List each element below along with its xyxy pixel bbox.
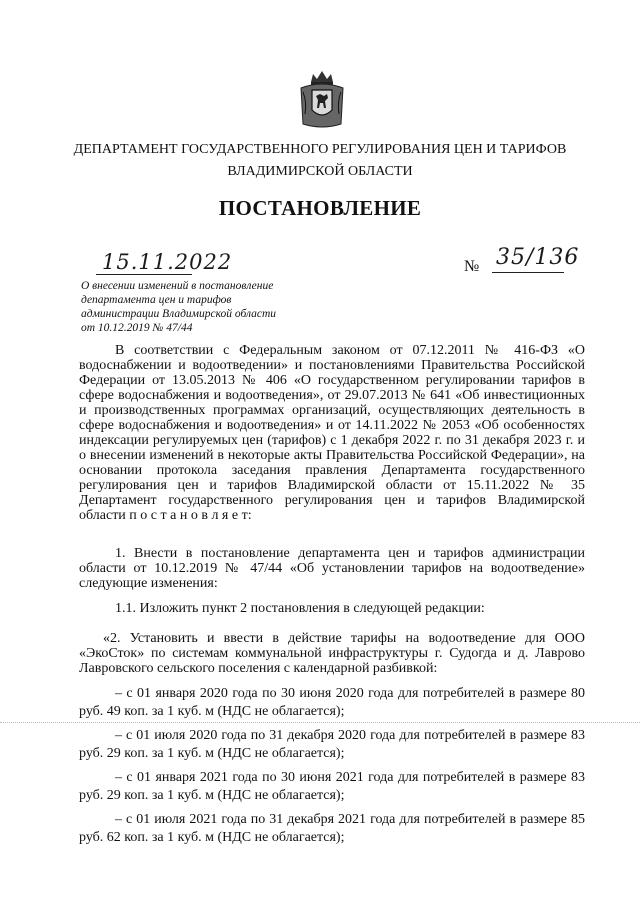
date-underline [96,274,192,275]
department-name-line2: ВЛАДИМИРСКОЙ ОБЛАСТИ [227,164,413,179]
clause-1-paragraph: 1. Внести в постановление департамента цен и тарифов администрации области от 10.12.2019 № 47/44 «Об установлении тарифов на водоотведение» следующие изменения: [79,546,585,591]
document-title: ПОСТАНОВЛЕНИЕ [218,196,422,220]
document-subject [81,279,341,335]
tariff-list-item: – с 01 июля 2021 года по 31 декабря 2021 года для потребителей в размере 85 руб. 62 коп. за 1 куб. м (НДС не облагается); [79,812,585,845]
coat-of-arms-icon [297,68,347,130]
tariff-list-item: – с 01 июля 2020 года по 31 декабря 2020 года для потребителей в размере 83 руб. 29 коп. за 1 куб. м (НДС не облагается); [79,728,585,761]
clause-1-1-paragraph: 1.1. Изложить пункт 2 постановления в следующей редакции: [115,601,485,616]
subject-line: администрации Владимирской области [81,308,277,320]
subject-line: от 10.12.2019 № 47/44 [81,322,193,334]
subject-line: О внесении изменений в постановление [81,280,274,292]
document-number: 35/136 [496,245,580,270]
department-name-line1: ДЕПАРТАМЕНТ ГОСУДАРСТВЕННОГО РЕГУЛИРОВАНИЯ ЦЕН И ТАРИФОВ [73,142,567,157]
number-underline [492,272,564,273]
document-date: 15.11.2022 [102,250,233,274]
tariff-list-item: – с 01 января 2021 года по 30 июня 2021 года для потребителей в размере 83 руб. 29 коп. за 1 куб. м (НДС не облагается); [79,770,585,803]
subject-line: департамента цен и тарифов [81,294,232,306]
clause-2-paragraph: «2. Установить и ввести в действие тарифы на водоотведение для ООО «ЭкоСток» по системам коммунальной инфраструктуры г. Судогда и д. Лаврово Лавровского сельского поселения с календарной разбивкой: [79,631,585,676]
scan-artifact-divider [0,722,640,723]
tariff-list-item: – с 01 января 2020 года по 30 июня 2020 года для потребителей в размере 80 руб. 49 коп. за 1 куб. м (НДС не облагается); [79,686,585,719]
preamble-paragraph: В соответствии с Федеральным законом от 07.12.2011 № 416-ФЗ «О водоснабжении и водоотведении» и постановлениями Правительства Российской Федерации от 13.05.2013 № 406 «О государственном регулировании тарифов в сфере водоснабжения и водоотведения», от 29.07.2013 № 641 «Об инвестиционных и производственных программах организаций, осуществляющих деятельность в сфере водоснабжения и водоотведения» и от 14.11.2022 № 2053 «Об особенностях индексации регулируемых цен (тарифов) с 1 декабря 2022 г. по 31 декабря 2023 г. и о внесении изменений в некоторые акты Правительства Российской Федерации», на основании протокола заседания правления Департамента государственного регулирования цен и тарифов Владимирской области от 15.11.2022 № 35 Департамент государственного регулирования цен и тарифов Владимирской области п о с т а н о в л я е т: [79,343,585,523]
number-label: № [464,258,480,275]
